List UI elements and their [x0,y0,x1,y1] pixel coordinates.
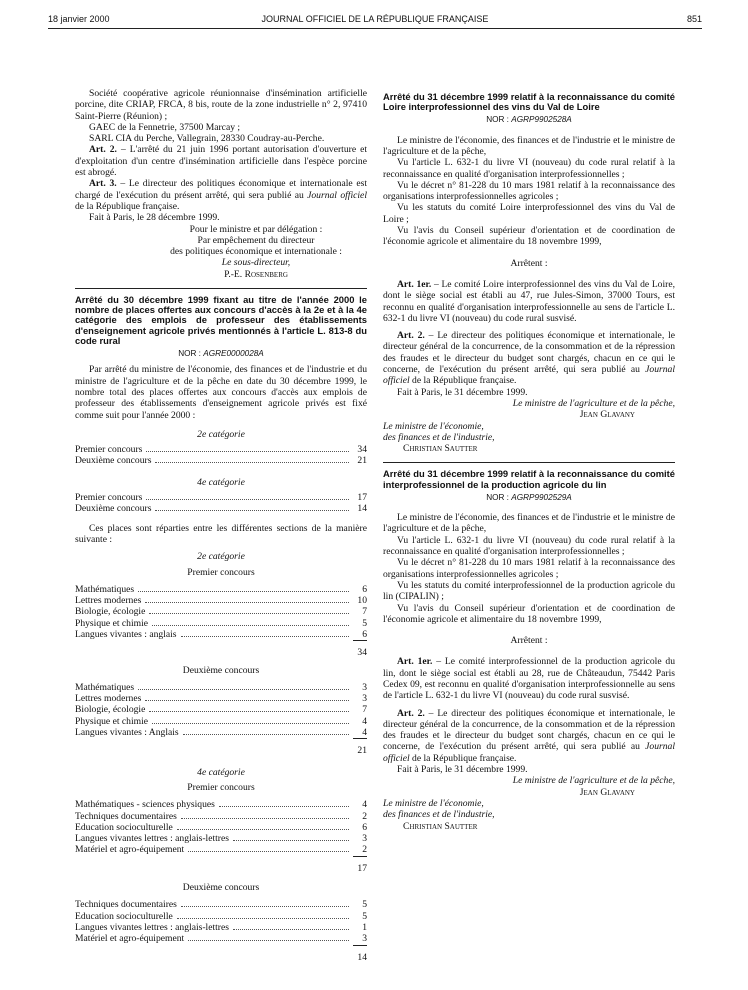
article-text: – Le comité interprofessionnel de la production agricole du lin, dont le siège social est établi au 28, rue de Châteaudun, 75442 Paris Cedex 09, est reconnu en qualité d'organisation interprofessionnelle au sens de l'article L. 632-1 du livre VI (nouveau) du code rural susvisé. [383,656,675,702]
signature-line: des finances et de l'industrie, [383,431,495,443]
preamble-para: Vu le décret n° 81-228 du 10 mars 1981 relatif à la reconnaissance des organisations interprofessionnelles agricoles ; [383,557,675,580]
category-heading: 4e catégorie [197,476,245,488]
nor-reference [383,492,675,503]
article-text: – L'arrêté du 21 juin 1996 portant autorisation d'ouverture et d'exploitation d'un centre d'insémination artificielle dans l'espèce porcine est abrogé. [75,144,367,179]
arrete-title: Arrêté du 31 décembre 1999 relatif à la reconnaissance du comité interprofessionnel de la production agricole du lin [383,468,675,490]
signature-line: Le ministre de l'agriculture et de la pêche, [512,397,675,409]
article-label: Art. 2. [397,330,425,342]
table-row [75,444,367,455]
signature-name: P.-E. Rosenberg [224,268,288,280]
row-value: 2 [362,810,367,822]
row-value: 2 [353,844,367,856]
article-3 [75,178,367,212]
row-value: 10 [357,595,367,607]
concours-heading: Premier concours [187,781,255,793]
row-label: Physique et chimie [75,617,149,629]
row-label: Langues vivantes : anglais [75,629,177,640]
table-row [75,833,367,844]
arrete-title: Arrêté du 31 décembre 1999 relatif à la reconnaissance du comité Loire interprofessionnel des vins du Val de Loire [383,91,675,113]
concours-heading: Premier concours [187,566,255,578]
article-label: Art. 1er. [397,656,433,668]
article-text: de la République française. [75,200,180,212]
table-row [75,503,367,514]
table-row [75,727,367,739]
row-label: Education socioculturelle [75,910,173,922]
row-value: 1 [362,921,367,933]
table-row [75,704,367,715]
preamble-para: Vu les statuts du comité interprofessionnel de la production agricole du lin (CIPALIN) ; [383,579,675,603]
signature-name: Jean Glavany [579,786,635,798]
intro-para: SARL CIA du Perche, Vallegrain, 28330 Coudray-au-Perche. [89,133,325,145]
table-row [75,844,367,856]
row-value: 4 [362,799,367,811]
table-row [75,693,367,704]
table-row [75,629,367,641]
s4-deuxieme-table [75,899,367,962]
nor-code: AGRE0000028A [203,349,264,359]
signature-name: Christian Sautter [403,443,478,455]
row-value: 3 [362,693,367,705]
arrete-paragraph: Par arrêté du ministre de l'économie, des finances et de l'industrie et du ministre de l'agriculture et de la pêche en date du 30 décembre 1999, le nombre total des places offertes aux concours d'accès aux emplois de professeur des établissements d'enseignement agricole privés est fixé comme suit pour l'année 2000 : [75,364,367,421]
row-label: Langues vivantes : Anglais [75,727,179,739]
intro-para: Société coopérative agricole réunionnaise d'insémination artificielle porcine, dite CRIAP, FRCA, 8 bis, route de la zone industrielle n° 2, 97410 Saint-Pierre (Réunion) ; [75,88,367,122]
header-page-number: 851 [686,14,702,24]
row-label: Techniques documentaires [75,899,177,911]
nor-label: NOR : [486,492,512,502]
row-value: 6 [353,629,367,641]
preamble-para: Vu les statuts du comité Loire interprofessionnel des vins du Val de Loire ; [383,202,675,225]
row-label: Biologie, écologie [75,704,146,716]
nor-code: AGRP9902529A [511,492,572,502]
table-row [75,911,367,922]
row-value: 17 [357,492,367,504]
table-row [75,933,367,945]
row-label: Premier concours [75,492,143,504]
nor-reference [75,348,367,359]
preamble-para: Vu l'article L. 632-1 du livre VI (nouveau) du code rural relatif à la reconnaissance en qualité d'organisation interprofessionnelles ; [383,534,675,558]
table-row [75,716,367,727]
table-row [75,899,367,910]
nor-code: AGRP9902528A [511,115,572,125]
article-text: – Le directeur des politiques économique et internationale, le directeur général de la concurrence, de la consommation et de la répression des fraudes et le directeur du budget sont chargés, chacun en ce qui le concerne, de l'exécution du présent arrêté, qui sera publié au [383,707,675,753]
row-label: Lettres modernes [75,595,142,607]
header-date: 18 janvier 2000 [48,14,110,24]
arretent-heading: Arrêtent : [510,257,548,269]
row-value: 6 [362,583,367,595]
journal-officiel-ref: Journal officiel [307,189,367,201]
row-label: Techniques documentaires [75,810,177,822]
preamble-para: Le ministre de l'économie, des finances et de l'industrie et le ministre de l'agriculture et de la pêche, [383,134,675,157]
category-heading: 4e catégorie [197,766,245,778]
signature-line: Le ministre de l'économie, [383,797,484,809]
row-value: 5 [362,910,367,922]
signature-line: des finances et de l'industrie, [383,809,495,821]
concours-heading: Deuxième concours [182,882,260,894]
row-value: 21 [357,455,367,467]
table-row [75,799,367,810]
arretent-heading: Arrêtent : [510,635,548,647]
page-header [48,14,702,29]
row-label: Langues vivantes lettres : anglais-lettres [75,921,229,933]
signature-line: Par empêchement du directeur [197,234,315,246]
preamble-para: Le ministre de l'économie, des finances et de l'industrie et le ministre de l'agriculture et de la pêche, [383,512,675,535]
table-total: 21 [357,745,367,757]
article-text: – Le comité Loire interprofessionnel des vins du Val de Loire, dont le siège social est établi au 47, rue Jules-Simon, 37000 Tours, est reconnu en qualité d'organisation interprofessionnelle au sens de l'article L. 632-1 du livre VI (nouveau) du code rural susvisé. [383,278,676,324]
article-label: Art. 1er. [397,278,432,290]
signature-name: Christian Sautter [403,820,478,832]
table-row [75,822,367,833]
preamble-para: Vu le décret n° 81-228 du 10 mars 1981 relatif à la reconnaissance des organisations interprofessionnelles agricoles ; [383,179,675,203]
signature-line: Le sous-directeur, [221,257,291,269]
nor-reference [383,114,675,125]
table-total: 17 [357,862,367,874]
row-value: 7 [362,606,367,618]
row-value: 14 [357,503,367,515]
row-label: Physique et chimie [75,715,149,727]
article-label: Art. 2. [89,144,117,156]
article-label: Art. 2. [397,707,425,719]
nor-label: NOR : [178,349,204,359]
table-row [75,682,367,693]
article-2 [383,708,675,764]
article-2 [383,330,675,386]
cat4-summary-table [75,492,367,515]
article-text: de la République française. [409,752,517,764]
signature-line: des politiques économique et internationale : [170,246,342,258]
table-total: 34 [357,647,367,659]
row-label: Premier concours [75,444,143,456]
table-row [75,811,367,822]
row-label: Lettres modernes [75,693,142,705]
row-label: Mathématiques - sciences physiques [75,799,215,811]
row-value: 5 [362,617,367,629]
table-row [75,618,367,629]
section-divider [75,288,367,289]
signature-line: Pour le ministre et par délégation : [189,223,323,235]
category-heading: 2e catégorie [197,428,245,440]
table-row [75,492,367,503]
row-value: 3 [353,933,367,945]
category-heading: 2e catégorie [197,551,245,563]
row-label: Deuxième concours [75,503,152,515]
row-value: 3 [362,681,367,693]
article-label: Art. 3. [89,178,117,190]
journal-officiel-ref: Journal officiel [383,364,675,387]
row-value: 7 [362,704,367,716]
concours-heading: Deuxième concours [182,664,260,676]
signature-line: Le ministre de l'économie, [383,420,484,432]
cat2-summary-table [75,444,367,467]
preamble-para: Vu l'avis du Conseil supérieur d'orientation et de coordination de l'économie agricole et alimentaire du 18 novembre 1999, [383,225,675,248]
arrete-title: Arrêté du 30 décembre 1999 fixant au titre de l'année 2000 le nombre de places offertes aux concours d'accès à la 2e et à la 4e catégorie des emplois de professeur des établissements d'enseignement agricole privés mentionnés à l'article L. 813-8 du code rural [75,294,367,346]
signature-line: Le ministre de l'agriculture et de la pêche, [512,775,675,787]
signature-name: Jean Glavany [579,409,635,421]
article-text: – Le directeur des politiques économique et internationale, le directeur général de la concurrence, de la consommation et de la répression des fraudes et le directeur du budget sont chargés, chacun en ce qui le concerne, de l'exécution du présent arrêté, qui sera publié au [383,330,675,376]
table-row [75,455,367,466]
right-column [383,92,675,832]
s2-deuxieme-table [75,682,367,757]
article-text: de la République française. [409,375,517,387]
s2-premier-table [75,584,367,659]
row-label: Matériel et agro-équipement [75,933,185,945]
row-label: Mathématiques [75,583,135,595]
row-label: Education socioculturelle [75,821,173,833]
table-total: 14 [357,951,367,963]
article-1 [383,279,675,324]
row-value: 4 [362,715,367,727]
row-value: 5 [362,899,367,911]
intro-para: GAEC de la Fennetrie, 37500 Marcay ; [89,121,241,133]
repartition-paragraph: Ces places sont réparties entre les différentes sections de la manière suivante : [75,522,367,545]
fait-a-paris: Fait à Paris, le 28 décembre 1999. [89,212,220,224]
table-row [75,595,367,606]
article-text: – Le directeur des politiques économique et internationale est chargé de l'exécution du présent arrêté, qui sera publié au [75,178,368,201]
fait-a-paris: Fait à Paris, le 31 décembre 1999. [397,764,528,776]
row-value: 4 [353,727,367,739]
section-divider [383,462,675,463]
signature-block [75,224,367,280]
row-label: Mathématiques [75,681,135,693]
row-value: 34 [357,444,367,456]
article-1 [383,656,675,701]
s4-premier-table [75,799,367,874]
fait-a-paris: Fait à Paris, le 31 décembre 1999. [397,386,528,398]
row-label: Langues vivantes lettres : anglais-lettres [75,833,229,845]
row-label: Deuxième concours [75,455,152,467]
row-value: 3 [362,833,367,845]
row-label: Matériel et agro-équipement [75,844,185,856]
left-column [75,88,367,963]
table-row [75,922,367,933]
table-row [75,584,367,595]
row-label: Biologie, écologie [75,606,146,618]
journal-officiel-ref: Journal officiel [383,741,675,764]
nor-label: NOR : [486,115,512,125]
table-row [75,606,367,617]
preamble-para: Vu l'article L. 632-1 du livre VI (nouveau) du code rural relatif à la reconnaissance en qualité d'organisation interprofessionnelles ; [383,157,675,180]
article-2 [75,144,367,178]
header-journal-title: JOURNAL OFFICIEL DE LA RÉPUBLIQUE FRANÇAISE [261,14,489,24]
preamble-para: Vu l'avis du Conseil supérieur d'orientation et de coordination de l'économie agricole et alimentaire du 18 novembre 1999, [383,602,675,625]
row-value: 6 [362,821,367,833]
